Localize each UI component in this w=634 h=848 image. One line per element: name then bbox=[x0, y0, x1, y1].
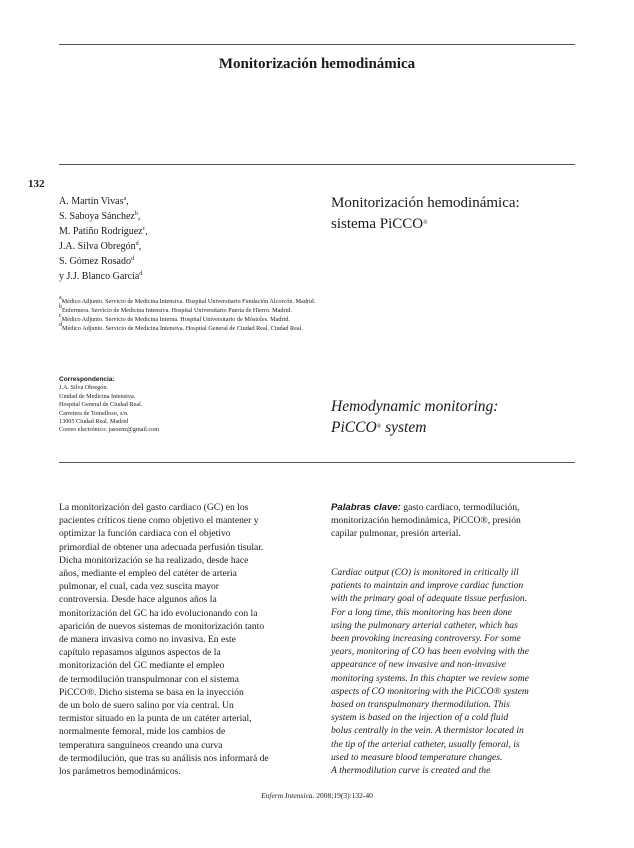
abstract-en-line: used to measure blood temperature changes. bbox=[331, 751, 503, 763]
correspondence-line: 13005 Ciudad Real. Madrid bbox=[59, 418, 129, 426]
abstract-es-line: termistor situado en la punta de un catéter arterial, bbox=[59, 713, 252, 725]
abstract-english bbox=[331, 566, 586, 777]
abstract-es-line: monitorización del GC ha ido evolucionando con la bbox=[59, 607, 258, 619]
abstract-en-line: years, monitoring of CO has been evolving with the bbox=[331, 646, 529, 658]
title-es-line1: Monitorización hemodinámica: bbox=[331, 195, 520, 211]
abstract-es-line: PiCCO®. Dicho sistema se basa en la inyección bbox=[59, 686, 244, 698]
page-number: 132 bbox=[28, 178, 45, 190]
affiliation-list bbox=[59, 297, 317, 333]
author-list bbox=[59, 194, 148, 284]
author-name: y J.J. Blanco García$^d$ bbox=[59, 271, 143, 282]
abstract-es-line: de termodilución, que tras su análisis nos informará de bbox=[59, 752, 269, 764]
abstract-es-line: años, mediante el empleo del catéter de arteria bbox=[59, 568, 237, 580]
abstract-es-line: de un bolo de suero salino por vía central. Un bbox=[59, 700, 234, 712]
abstract-en-line: with the primary goal of adequate tissue perfusion. bbox=[331, 593, 528, 605]
correspondence-lines bbox=[59, 384, 317, 434]
abstract-es-line: monitorización del GC mediante el empleo bbox=[59, 660, 225, 672]
keywords-line2: monitorización hemodinámica, PiCCO®, presión bbox=[331, 515, 521, 527]
abstract-en-line: monitoring systems. In this chapter we review some bbox=[331, 672, 529, 684]
title-en-line1: Hemodynamic monitoring: bbox=[331, 398, 499, 415]
abstract-en-line: bolus centrally in the vein. A thermistor located in bbox=[331, 725, 524, 737]
abstract-spanish bbox=[59, 501, 311, 778]
abstract-en-line: using the pulmonary arterial catheter, which has bbox=[331, 619, 518, 631]
abstract-es-line: optimizar la función cardiaca con el objetivo bbox=[59, 528, 231, 540]
correspondence-heading: Correspondencia: bbox=[59, 376, 115, 383]
title-es-line2: sistema PiCCO® bbox=[331, 216, 428, 232]
author-name: M. Patiño Rodríguez$^c$, bbox=[59, 226, 148, 237]
correspondence-line: Carretera de Tomelloso, s/n. bbox=[59, 409, 129, 417]
abstract-en-line: based on transpulmonary thermodilution. This bbox=[331, 699, 510, 711]
correspondence-line: J.A. Silva Obregón. bbox=[59, 384, 108, 392]
author-name: A. Martín Vivas$^a$, bbox=[59, 196, 129, 207]
footer-citation: Enferm Intensiva. 2008;19(3):132-40 bbox=[261, 791, 373, 800]
abstract-en-line: A thermodilution curve is created and the bbox=[331, 765, 491, 777]
section-title: Monitorización hemodinámica bbox=[218, 56, 416, 72]
affiliation-item: $^c$Médico Adjunto. Servicio de Medicina Interna. Hospital Universitario de Móstoles. Madrid. bbox=[59, 313, 290, 323]
abstract-es-line: primordial de obtener una adecuada perfusión tisular. bbox=[59, 541, 264, 553]
abstract-es-line: temperatura sanguíneos creando una curva bbox=[59, 739, 223, 751]
abstract-es-line: de termodilución transpulmonar con el sistema bbox=[59, 673, 239, 685]
abstract-es-line: capítulo repasamos algunos aspectos de la bbox=[59, 647, 221, 659]
abstract-en-line: been provoking increasing controversy. For some bbox=[331, 633, 521, 645]
abstract-en-line: aspects of CO monitoring with the PiCCO® system bbox=[331, 685, 529, 697]
abstract-es-line: pacientes críticos tiene como objetivo el mantener y bbox=[59, 515, 259, 527]
article-title-spanish bbox=[331, 193, 586, 235]
author-name: S. Gómez Rosado$^d$ bbox=[59, 256, 134, 267]
abstract-en-line: Cardiac output (CO) is monitored in critically ill bbox=[331, 567, 519, 578]
abstract-en-line: patients to maintain and improve cardiac function bbox=[331, 580, 524, 592]
abstract-rule bbox=[59, 462, 575, 463]
top-rule bbox=[59, 44, 575, 45]
keywords-line1: Palabras clave: gasto cardiaco, termodilución, bbox=[331, 502, 520, 513]
abstract-es-line: Dicha monitorización se ha realizado, desde hace bbox=[59, 554, 249, 566]
abstract-es-line: normalmente femoral, mide los cambios de bbox=[59, 726, 226, 738]
abstract-en-line: For a long time, this monitoring has been done bbox=[331, 606, 512, 618]
affiliation-item: $^d$Médico Adjunto. Servicio de Medicina Intensiva. Hospital General de Ciudad Real. Ciudad Real. bbox=[59, 322, 303, 332]
correspondence-line: Unidad de Medicina Intensiva. bbox=[59, 392, 136, 400]
affiliation-item: $^a$Médico Adjunto. Servicio de Medicina Intensiva. Hospital Universitario Fundación Alcorcón. Madrid. bbox=[59, 295, 316, 305]
abstract-es-line: aparición de nuevos sistemas de monitorización tanto bbox=[59, 620, 265, 632]
abstract-es-line: pulmonar, el cual, cada vez suscita mayor bbox=[59, 581, 219, 593]
keywords-label: Palabras clave: bbox=[331, 502, 401, 513]
abstract-es-line: de manera invasiva como no invasiva. En este bbox=[59, 634, 236, 646]
abstract-en-line: the tip of the arterial catheter, usually femoral, is bbox=[331, 738, 520, 750]
abstract-es-line: controversia. Desde hace algunos años la bbox=[59, 594, 217, 606]
affiliation-item: $^b$Enfermera. Servicio de Medicina Intensiva. Hospital Universitario Puerta de Hierro. Madrid. bbox=[59, 304, 292, 314]
keywords-block bbox=[331, 501, 586, 541]
author-name: J.A. Silva Obregón$^d$, bbox=[59, 241, 142, 252]
correspondence-line: Correo electrónico: jasoenz@gmail.com bbox=[59, 426, 160, 434]
abstract-en-line: system is based on the injection of a cold fluid bbox=[331, 712, 509, 724]
correspondence-line: Hospital General de Ciudad Real. bbox=[59, 401, 143, 409]
header-rule bbox=[59, 164, 575, 165]
author-name: S. Saboya Sánchez$^b$, bbox=[59, 211, 141, 222]
abstract-es-line: los parámetros hemodinámicos. bbox=[59, 766, 181, 778]
abstract-en-line: appearance of new invasive and non-invasive bbox=[331, 659, 507, 671]
keywords-line3: capilar pulmonar, presión arterial. bbox=[331, 528, 461, 540]
title-en-line2: PiCCO® system bbox=[331, 419, 427, 436]
article-title-english bbox=[331, 396, 586, 438]
correspondence-block bbox=[59, 376, 317, 435]
abstract-es-line: La monitorización del gasto cardiaco (GC) en los bbox=[59, 502, 249, 513]
